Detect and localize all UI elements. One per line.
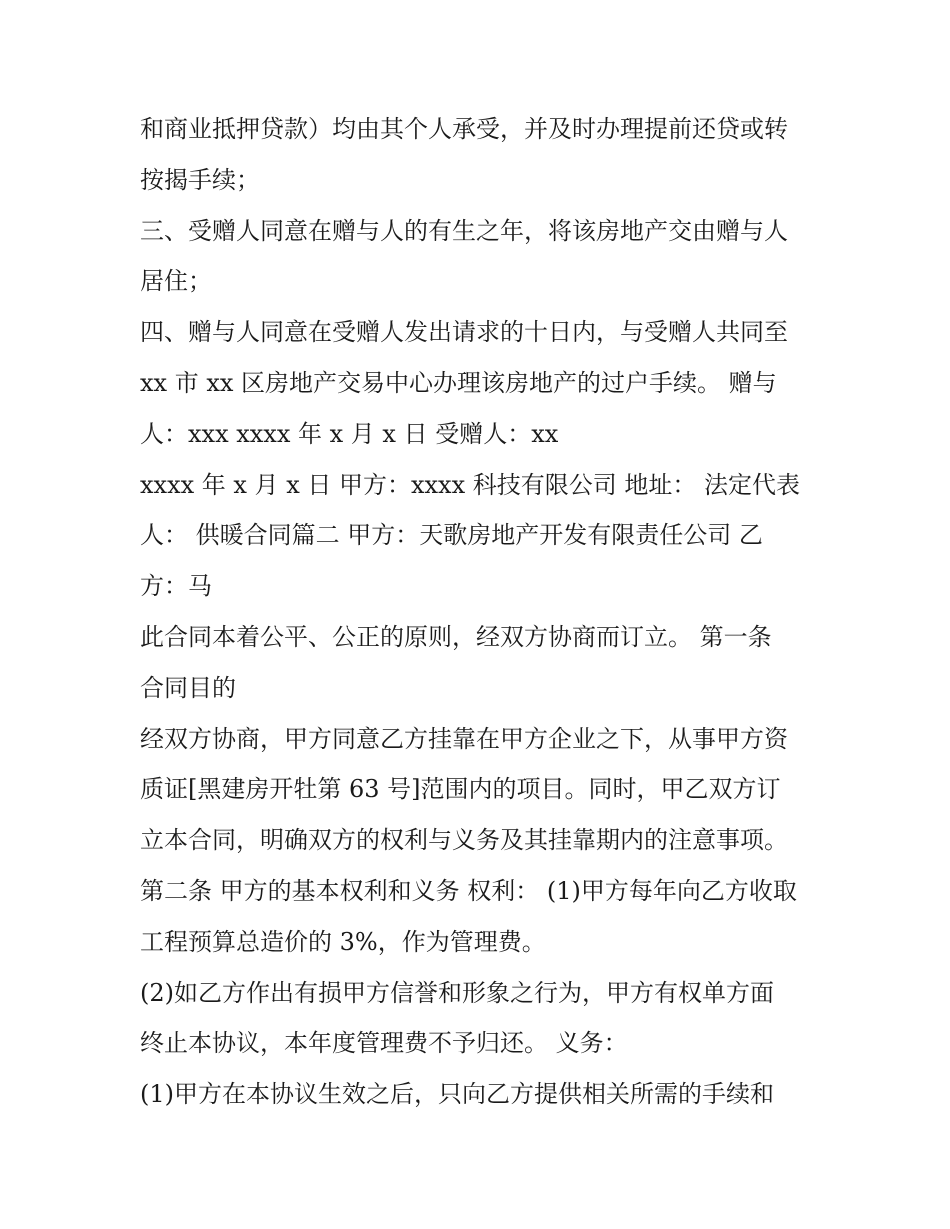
text-line: 质证[黑建房开牡第 63 号]范围内的项目。同时，甲乙双方订	[140, 775, 781, 804]
text-line: 立本合同，明确双方的权利与义务及其挂靠期内的注意事项。	[140, 826, 788, 855]
text-line: 居住；	[140, 267, 212, 296]
text-line: 四、赠与人同意在受赠人发出请求的十日内，与受赠人共同至	[140, 318, 788, 347]
text-line: (1)甲方在本协议生效之后，只向乙方提供相关所需的手续和	[140, 1080, 774, 1109]
document-body	[140, 104, 840, 1120]
text-line: 第二条 甲方的基本权利和义务 权利： (1)甲方每年向乙方收取	[140, 876, 797, 905]
text-line: 人：xxx xxxx 年 x 月 x 日 受赠人：xx	[140, 419, 559, 448]
text-line: xx 市 xx 区房地产交易中心办理该房地产的过户手续。 赠与	[140, 368, 777, 397]
text-line: 三、受赠人同意在赠与人的有生之年，将该房地产交由赠与人	[140, 216, 788, 245]
text-line: xxxx 年 x 月 x 日 甲方：xxxx 科技有限公司 地址： 法定代表	[140, 470, 801, 499]
text-line: 工程预算总造价的 3%，作为管理费。	[140, 927, 546, 956]
text-line: 合同目的	[140, 673, 236, 702]
text-line: (2)如乙方作出有损甲方信誉和形象之行为，甲方有权单方面	[140, 978, 774, 1007]
text-line: 和商业抵押贷款）均由其个人承受，并及时办理提前还贷或转	[140, 115, 788, 143]
text-line: 终止本协议，本年度管理费不予归还。 义务：	[140, 1029, 628, 1058]
text-line: 方：马	[140, 572, 212, 601]
text-line: 人： 供暖合同篇二 甲方：天歌房地产开发有限责任公司 乙	[140, 521, 763, 550]
text-line: 经双方协商，甲方同意乙方挂靠在甲方企业之下，从事甲方资	[140, 724, 788, 753]
text-line: 按揭手续；	[140, 165, 260, 194]
text-line: 此合同本着公平、公正的原则，经双方协商而订立。 第一条	[140, 622, 772, 651]
